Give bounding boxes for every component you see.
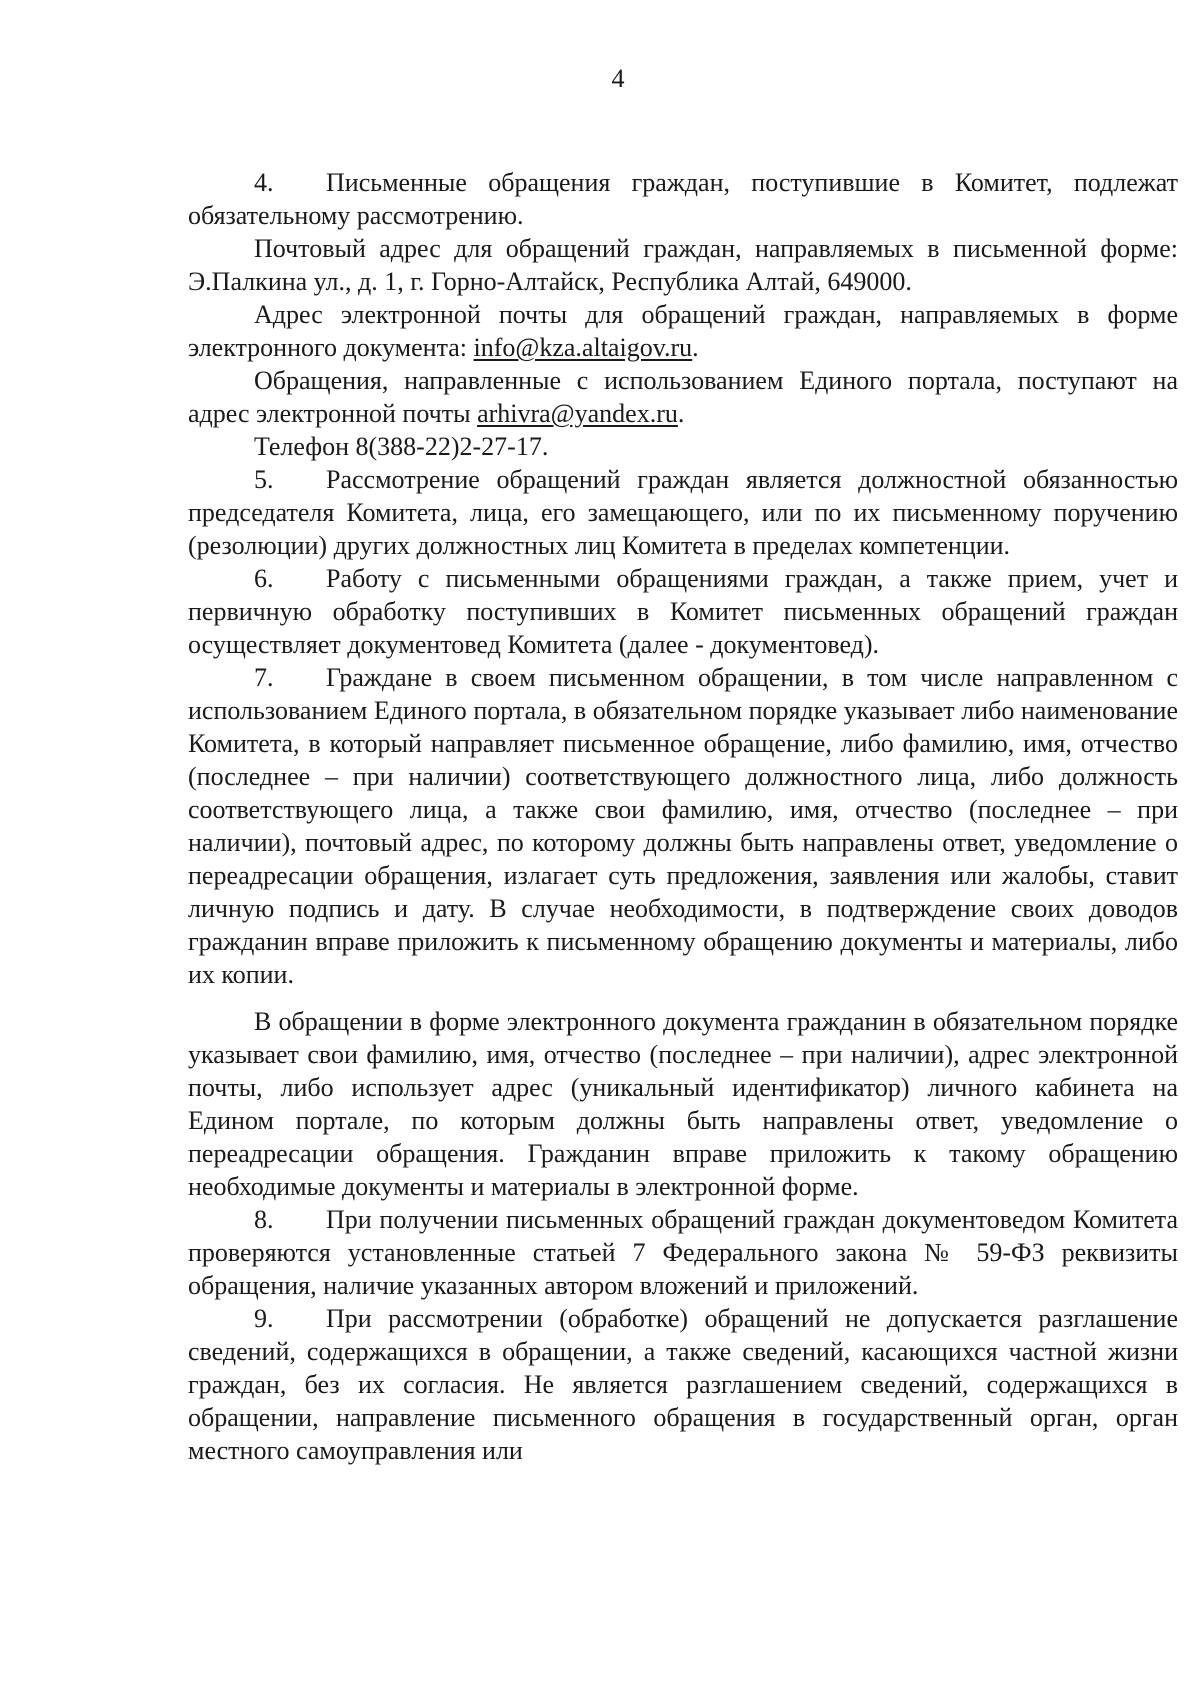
paragraph-text: Почтовый адрес для обращений граждан, направляемых в письменной форме: Э.Палкина ул., д. 1, г. Горно-Алтайск, Республика Алтай, 649000.: [188, 234, 1178, 296]
clause-number: 7.: [254, 663, 274, 692]
paragraph-electronic-form: [188, 1005, 1178, 1203]
clause-number: 8.: [254, 1205, 274, 1234]
email-link-info[interactable]: info@kza.altaigov.ru: [473, 333, 693, 362]
paragraph-text: Рассмотрение обращений граждан является должностной обязанностью председателя Комитета, лица, его замещающего, или по их письменному поручению (резолюции) других должностных лиц Комитета в пределах компетенции.: [188, 465, 1178, 560]
clause-number: 6.: [254, 564, 274, 593]
clause-number: 9.: [254, 1304, 274, 1333]
paragraph-9: [188, 1302, 1178, 1467]
paragraph-phone: [188, 430, 1178, 463]
paragraph-text: Письменные обращения граждан, поступившие в Комитет, подлежат обязательному рассмотрению.: [188, 168, 1178, 230]
paragraph-text: В обращении в форме электронного документа гражданин в обязательном порядке указывает свои фамилию, имя, отчество (последнее – при наличии), адрес электронной почты, либо использует адрес (уникальный идентификатор) личного кабинета на Едином портале, по которым должны быть направлены ответ, уведомление о переадресации обращения. Гражданин вправе приложить к такому обращению необходимые документы и материалы в электронной форме.: [188, 1007, 1178, 1201]
paragraph-text: Телефон 8(388-22)2-27-17.: [254, 432, 549, 461]
paragraph-5: [188, 463, 1178, 562]
paragraph-tail: .: [692, 333, 699, 362]
page-number: 4: [611, 64, 625, 93]
paragraph-7: [188, 661, 1178, 991]
document-body: [188, 166, 1178, 1467]
paragraph-4: [188, 166, 1178, 232]
clause-number: 4.: [254, 168, 274, 197]
paragraph-text: Обращения, направленные с использованием Единого портала, поступают на адрес электронной почты: [188, 366, 1178, 428]
paragraph-tail: .: [677, 399, 685, 428]
clause-number: 5.: [254, 465, 274, 494]
paragraph-portal-email: [188, 364, 1178, 430]
paragraph-email-address: [188, 298, 1178, 364]
paragraph-text: При рассмотрении (обработке) обращений не допускается разглашение сведений, содержащихся в обращении, а также сведений, касающихся частной жизни граждан, без их согласия. Не является разглашением сведений, содержащихся в обращении, направление письменного обращения в государственный орган, орган местного самоуправления или: [188, 1304, 1178, 1465]
email-link-arhivra[interactable]: arhivra@yandex.ru: [477, 399, 678, 428]
paragraph-6: [188, 562, 1178, 661]
paragraph-postal-address: [188, 232, 1178, 298]
paragraph-text: Работу с письменными обращениями граждан, а также прием, учет и первичную обработку поступивших в Комитет письменных обращений граждан осуществляет документовед Комитета (далее - документовед).: [188, 564, 1178, 659]
paragraph-8: [188, 1203, 1178, 1302]
paragraph-text: Адрес электронной почты для обращений граждан, направляемых в форме электронного документа:: [188, 300, 1178, 362]
paragraph-text: При получении письменных обращений граждан документоведом Комитета проверяются установленные статьей 7 Федерального закона № 59-ФЗ реквизиты обращения, наличие указанных автором вложений и приложений.: [188, 1205, 1178, 1300]
paragraph-text: Граждане в своем письменном обращении, в том числе направленном с использованием Единого портала, в обязательном порядке указывает либо наименование Комитета, в который направляет письменное обращение, либо фамилию, имя, отчество (последнее – при наличии) соответствующего должностного лица, либо должность соответствующего лица, а также свои фамилию, имя, отчество (последнее – при наличии), почтовый адрес, по которому должны быть направлены ответ, уведомление о переадресации обращения, излагает суть предложения, заявления или жалобы, ставит личную подпись и дату. В случае необходимости, в подтверждение своих доводов гражданин вправе приложить к письменному обращению документы и материалы, либо их копии.: [188, 663, 1178, 989]
